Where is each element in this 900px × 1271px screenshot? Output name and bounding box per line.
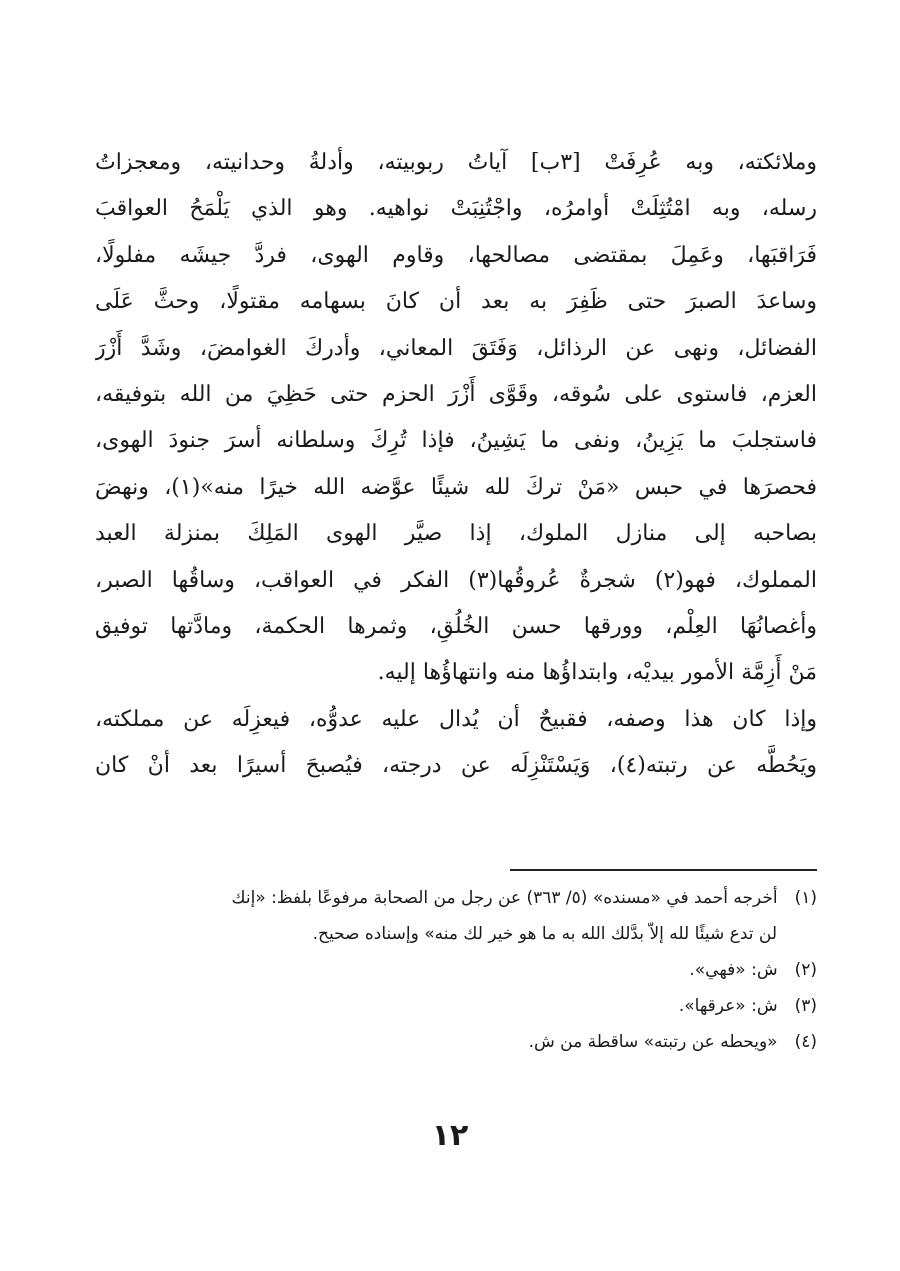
footnote-text: «ويحطه عن رتبته» ساقطة من ش. xyxy=(528,1032,778,1052)
text-line: الفضائل، ونهى عن الرذائل، وَفَتَقَ المعاني، وأدركَ الغوامضَ، وشَدَّ أَزْرَ xyxy=(95,335,817,361)
footnote-text: أخرجه أحمد في «مسنده» (٥/ ٣٦٣) عن رجل من الصحابة مرفوعًا بلفظ: «إنك xyxy=(231,888,778,908)
footnotes xyxy=(95,880,817,1060)
footnote-3 xyxy=(95,988,817,1024)
text-line: وملائكته، وبه عُرِفَتْ [٣ب] آياتُ ربوبيته، وأدلةُ وحدانيته، ومعجزاتُ xyxy=(95,150,817,175)
text-line: العزم، فاستوى على سُوقه، وقَوَّى أَزْرَ الحزم حتى حَظِيَ من الله بتوفيقه، xyxy=(95,381,817,407)
text-line: وأغصانُهَا العِلْم، وورقها حسن الخُلُقِ، وثمرها الحكمة، ومادَّتها توفيق xyxy=(95,613,817,639)
footnote-text: ش: «فهي». xyxy=(689,960,778,980)
text-line: رسله، وبه امْتُثِلَتْ أوامرُه، واجْتُنِبَتْ نواهيه. وهو الذي يَلْمَحُ العواقبَ xyxy=(95,196,817,222)
footnote-separator xyxy=(510,869,817,871)
footnote-number: (٢) xyxy=(794,960,817,980)
main-text xyxy=(95,140,817,789)
text-line: مَنْ أَزِمَّة الأمور بيديْه، وابتداؤُها منه وانتهاؤُها إليه. xyxy=(377,660,817,686)
text-line: وإذا كان هذا وصفه، فقبيحٌ أن يُدال عليه عدوُّه، فيعزِلَه عن مملكته، xyxy=(95,706,817,732)
footnote-number: (١) xyxy=(794,888,817,908)
text-line: المملوك، فهو(٢) شجرةٌ عُروقُها(٣) الفكر في العواقب، وساقُها الصبر، xyxy=(95,567,817,593)
footnote-number: (٣) xyxy=(794,996,817,1016)
footnote-text: ش: «عرقها». xyxy=(678,996,778,1016)
footnote-2 xyxy=(95,952,817,988)
text-line: ويَحُطَّه عن رتبته(٤)، وَيَسْتَنْزِلَه عن درجته، فيُصبحَ أسيرًا بعد أنْ كان xyxy=(95,753,817,779)
text-line: وساعدَ الصبرَ حتى ظَفِرَ به بعد أن كانَ بسهامه مقتولًا، وحثَّ عَلَى xyxy=(95,289,817,315)
text-line: بصاحبه إلى منازل الملوك، إذا صيَّر الهوى المَلِكَ بمنزلة العبد xyxy=(95,521,817,547)
footnote-number: (٤) xyxy=(794,1032,817,1052)
footnote-1-continuation: لن تدع شيئًا لله إلاّ بدَّلك الله به ما هو خير لك منه» وإسناده صحيح. xyxy=(312,924,777,944)
text-line: فاستجلبَ ما يَزِينُ، ونفى ما يَشِينُ، فإذا تُرِكَ وسلطانه أسرَ جنودَ الهوى، xyxy=(95,428,817,454)
text-line: فحصرَها في حبس «مَنْ تركَ لله شيئًا عوَّضه الله خيرًا منه»(١)، ونهضَ xyxy=(95,474,817,500)
page-number: ١٢ xyxy=(431,1118,469,1153)
text-line: فَرَاقبَها، وعَمِلَ بمقتضى مصالحها، وقاوم الهوى، فردَّ جيشَه مفلولًا، xyxy=(95,242,817,268)
footnote-4 xyxy=(95,1024,817,1060)
footnote-1 xyxy=(95,880,817,916)
